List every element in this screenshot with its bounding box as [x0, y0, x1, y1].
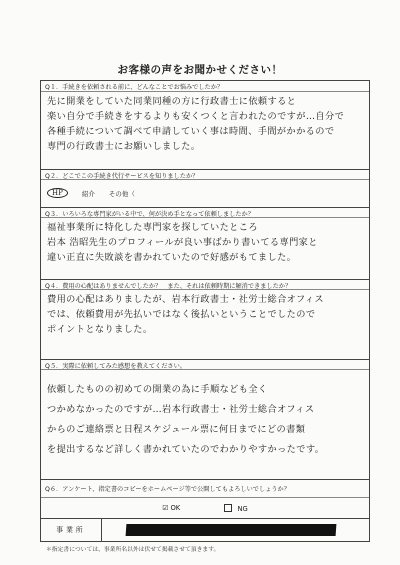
question-5-label: Q５．実際に依頼してみた感想を教えてください。: [41, 359, 369, 371]
answer-1-line: 各種手続について調べて申請していく事は時間、手間がかかるので: [47, 126, 335, 137]
answer-4-line: ポイントとなりました。: [47, 324, 153, 335]
consent-ok-label: OK: [170, 504, 181, 512]
consent-ng-label: NG: [237, 504, 248, 513]
choice-other: その他（: [108, 189, 135, 198]
questionnaire-form: [40, 80, 370, 542]
source-choices: [47, 182, 363, 198]
consent-ng: [224, 504, 248, 513]
answer-3-line: 違い正直に失敗談を書かれていたので好感がもてました。: [47, 252, 297, 263]
question-3-label: Q３．いろいろな専門家がいる中で、何が決め手となって依頼しましたか？: [41, 207, 369, 219]
choice-referral: 紹介: [81, 189, 95, 198]
answer-4-line: 費用の心配はありましたが、岩本行政書士・社労士総合オフィス: [47, 294, 325, 305]
unchecked-box-icon: [224, 504, 232, 512]
answer-1-line: 専門の行政書士にお願いしました。: [47, 141, 201, 152]
page-title: お客様の声をお聞かせください！: [117, 64, 283, 76]
answer-5: [41, 369, 369, 479]
question-6-label: Q６．アンケート、指定書のコピーをホームページ等で公開してもよろしいでしょうか？: [41, 479, 369, 497]
question-4-label: Q４．費用の心配はありませんでしたか？ また、それは依頼時期に解消できましたか？: [41, 279, 369, 291]
answer-3: [41, 217, 369, 279]
answer-5-line: を提出するなど詳しく書かれていたのでわかりやすかったです。: [47, 444, 325, 455]
answer-5-line: 依頼したものの初めての開業の為に手順なども全く: [47, 384, 268, 395]
answer-3-line: 福祉事業所に特化した専門家を探していたところ: [47, 222, 258, 233]
answer-4: [41, 289, 369, 359]
answer-4-line: では、依頼費用が先払いではなく後払いということでしたので: [47, 309, 316, 320]
answer-2: [41, 179, 369, 207]
office-row: [41, 518, 369, 541]
answer-1-line: 楽い自分で手続きをするよりも安くつくと言われたのですが…自分で: [47, 111, 345, 122]
question-1-label: Q１．手続きを依頼される前に、どんなことでお悩みでしたか？: [41, 81, 369, 92]
redacted-office-name: [126, 524, 337, 536]
answer-1-line: 先に開業をしていた同業同種の方に行政書士に依頼すると: [47, 96, 297, 107]
answer-3-line: 岩本 浩昭先生のプロフィールが良い事ばかり書いてる専門家と: [47, 237, 318, 248]
answer-5-line: からのご連絡票と日程スケジュール票に何日までにどの書類: [47, 424, 306, 435]
footnote: ＊指定書については、事業所名以外は伏せて掲載させて頂きます。: [46, 547, 220, 553]
consent-ok: [162, 504, 180, 512]
question-2-label: Q２．どこでこの手続き代行サービスを知りましたか？: [41, 169, 369, 181]
checked-box-icon: ☑: [162, 504, 169, 512]
publish-consent: [41, 497, 369, 518]
answer-1: [41, 91, 369, 171]
office-label: 事業所: [41, 519, 102, 541]
answer-5-line: つかめなかったのですが…岩本行政書士・社労士総合オフィス: [47, 404, 315, 415]
choice-hp-circled: HP: [47, 188, 68, 198]
